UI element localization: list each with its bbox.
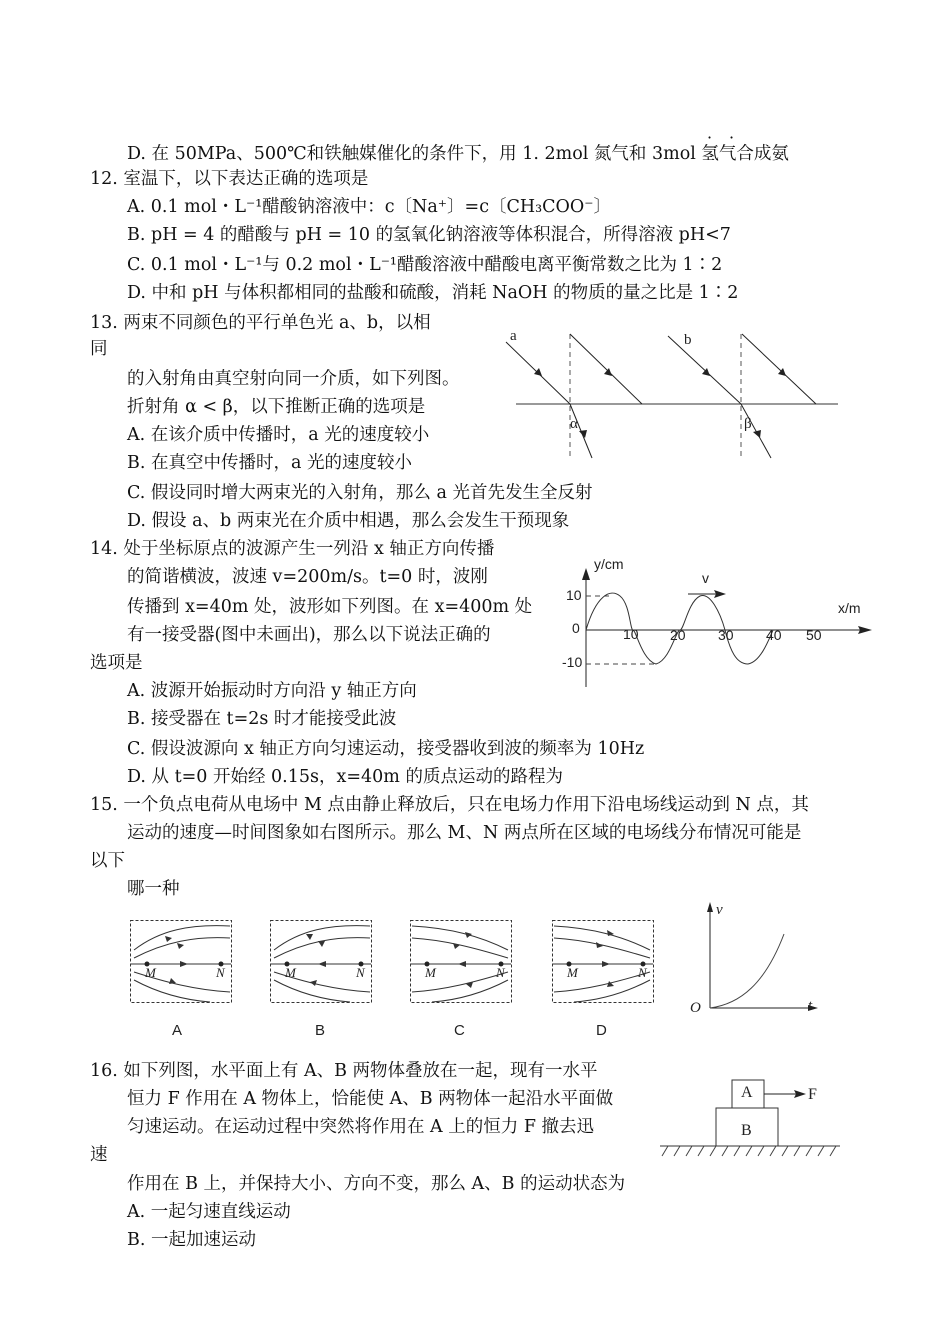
box-c-m: M [425,965,436,980]
text-line-q13l2: 的入射角由真空射向同一介质，如下列图。 [127,369,460,389]
vt-v-label: v [716,902,723,918]
box-b-n: N [356,965,365,980]
refraction-diagram [506,330,846,470]
wave-velocity-label: v [702,570,709,586]
text-line-q12c: C. 0.1 mol・L⁻¹与 0.2 mol・L⁻¹醋酸溶液中醋酸电离平衡常数之比为 1∶2 [127,255,723,275]
block-b-label: B [741,1122,752,1139]
text-line-q13c: C. 假设同时增大两束光的入射角，那么 a 光首先发生全反射 [127,483,593,503]
text-line-q16b: B. 一起加速运动 [127,1230,256,1250]
text-line-q16a: A. 一起匀速直线运动 [127,1202,291,1222]
text-line-q14w: 选项是 [90,653,143,673]
field-box-d [552,920,654,1004]
wave-tick: 20 [670,627,686,643]
text-line-q13w: 同 [90,339,108,359]
field-box-c [410,920,512,1004]
box-b-m: M [285,965,296,980]
text-line-q16l2: 恒力 F 作用在 A 物体上，恰能使 A、B 两物体一起沿水平面做 [127,1089,614,1109]
text-line-q13: 13. 两束不同颜色的平行单色光 a、b，以相 [90,313,431,333]
box-d-m: M [567,965,578,980]
text-line-d11: D. 在 50MPa、500℃和铁触媒催化的条件下，用 1. 2mol 氮气和 3mol 氢气合成氨 [127,144,789,164]
text-line-q13l3: 折射角 α < β，以下推断正确的选项是 [127,397,426,417]
text-line-q15w: 以下 [90,851,125,871]
box-c-n: N [496,965,505,980]
vt-o-label: O [690,1000,701,1016]
option-b-label: B [315,1022,326,1039]
wave-tick: 50 [806,627,822,643]
box-a-n: N [216,965,225,980]
text-line-q14a: A. 波源开始振动时方向沿 y 轴正方向 [127,681,417,701]
text-line-q14d: D. 从 t=0 开始经 0.15s，x=40m 的质点运动的路程为 [127,767,563,787]
emphasis-dot: · [707,128,713,147]
text-line-q15l3: 哪一种 [127,879,180,899]
text-line-q16l4: 作用在 B 上，并保持大小、方向不变，那么 A、B 的运动状态为 [127,1174,626,1194]
text-line-q14c: C. 假设波源向 x 轴正方向匀速运动，接受器收到波的频率为 10Hz [127,739,645,759]
wave-tick: 10 [623,626,639,642]
text-line-q14l4: 有一接受器(图中未画出)，那么以下说法正确的 [127,625,491,645]
text-line-q14l2: 的简谐横波，波速 v=200m/s。t=0 时，波刚 [127,567,488,587]
option-a-label: A [172,1022,183,1039]
text-line-q12d: D. 中和 pH 与体积都相同的盐酸和硫酸，消耗 NaOH 的物质的量之比是 1∶2 [127,283,739,303]
text-line-q12a: A. 0.1 mol・L⁻¹醋酸钠溶液中：c〔Na⁺〕=c〔CH₃COO⁻〕 [127,197,611,217]
text-line-q15: 15. 一个负点电荷从电场中 M 点由静止释放后，只在电场力作用下沿电场线运动到 N 点，其 [90,795,809,815]
wave-xlabel: x/m [838,600,861,616]
alpha-label: α [570,416,578,432]
wave-y-zero: 0 [572,620,580,636]
text-line-q14: 14. 处于坐标原点的波源产生一列沿 x 轴正方向传播 [90,539,495,559]
ray-b-label: b [684,332,692,348]
ray-a-label: a [510,328,517,344]
force-label: F [808,1086,817,1103]
wave-y-top: 10 [566,587,582,603]
emphasis-dot: · [729,128,735,147]
option-d-label: D [596,1022,607,1039]
block-a-label: A [741,1084,753,1101]
velocity-time-graph [700,904,820,1014]
option-c-label: C [454,1022,465,1039]
beta-label: β [744,416,752,432]
text-line-q14b: B. 接受器在 t=2s 时才能接受此波 [127,709,397,729]
text-line-q13b: B. 在真空中传播时，a 光的速度较小 [127,453,412,473]
wave-y-bottom: -10 [562,654,583,670]
wave-tick: 40 [766,627,782,643]
text-line-q14l3: 传播到 x=40m 处，波形如下列图。在 x=400m 处 [127,597,533,617]
text-line-q13d: D. 假设 a、b 两束光在介质中相遇，那么会发生干预现象 [127,511,570,531]
vt-t-label: t [808,998,813,1014]
text-line-q16: 16. 如下列图，水平面上有 A、B 两物体叠放在一起，现有一水平 [90,1061,598,1081]
wave-tick: 30 [718,627,734,643]
text-line-q12b: B. pH = 4 的醋酸与 pH = 10 的氢氧化钠溶液等体积混合，所得溶液 pH<7 [127,225,731,245]
field-box-a [130,920,232,1004]
text-line-q15l2: 运动的速度—时间图象如右图所示。那么 M、N 两点所在区域的电场线分布情况可能是 [127,823,802,843]
text-line-q13a: A. 在该介质中传播时，a 光的速度较小 [127,425,430,445]
text-line-q16l3: 匀速运动。在运动过程中突然将作用在 A 上的恒力 F 撤去迅 [127,1117,595,1137]
text-line-q16w: 速 [90,1145,108,1165]
box-a-m: M [145,965,156,980]
wave-ylabel: y/cm [594,556,624,572]
box-d-n: N [638,965,647,980]
field-box-b [270,920,372,1004]
text-line-q12: 12. 室温下，以下表达正确的选项是 [90,169,369,189]
